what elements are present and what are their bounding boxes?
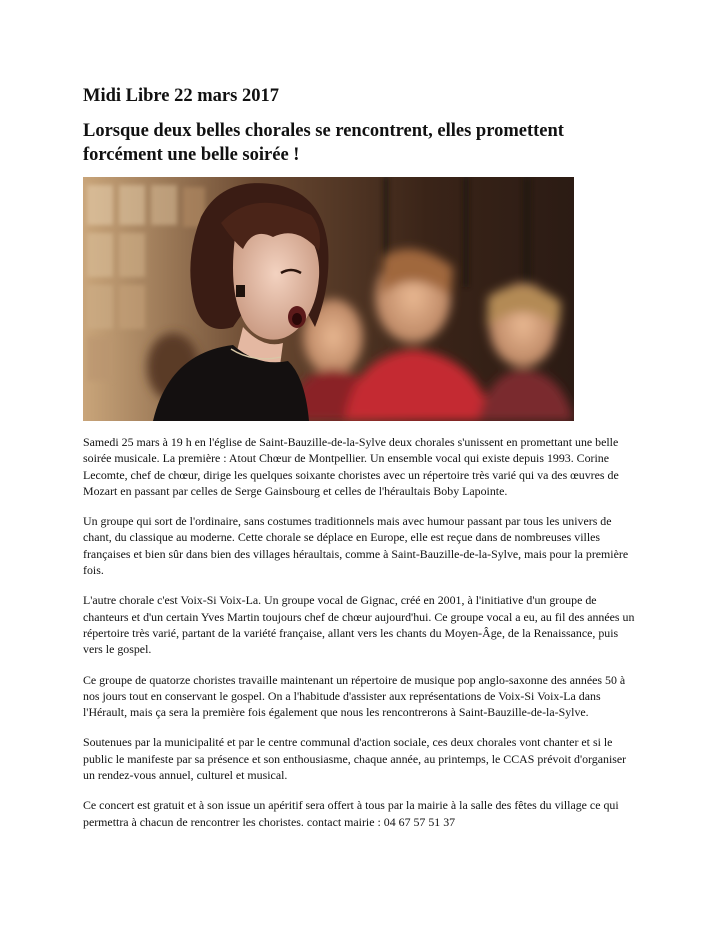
article-headline: Lorsque deux belles chorales se rencontrent, elles promettent forcément une belle soirée ! <box>83 121 564 165</box>
article-paragraph: Soutenues par la municipalité et par le centre communal d'action sociale, ces deux chorales vont chanter et si le public le manifeste par sa présence et son enthousiasme, chaque année, au printemps, le CCAS prévoit d'organiser un rendez-vous annuel, culturel et musical. <box>83 735 627 783</box>
article-source-date: Midi Libre 22 mars 2017 <box>83 86 279 106</box>
choir-singers-photo <box>83 177 574 421</box>
article-paragraph: Ce concert est gratuit et à son issue un apéritif sera offert à tous par la mairie à la salle des fêtes du village ce qui permettra à chacun de rencontrer les choristes. contact mairie : 04 67 57 51 37 <box>83 798 619 829</box>
article-body <box>83 434 635 844</box>
article-paragraph: Ce groupe de quatorze choristes travaille maintenant un répertoire de musique pop anglo-saxonne des années 50 à nos jours tout en conservant le gospel. On a l'habitude d'assister aux représentations de Voix-Si Voix-La dans l'Hérault, mais ça sera la première fois également que nous les rencontrerons à Saint-Bauzille-de-la-Sylve. <box>83 672 626 720</box>
article-paragraph: Un groupe qui sort de l'ordinaire, sans costumes traditionnels mais avec humour passant par tous les univers de chant, du classique au moderne. Cette chorale se déplace en Europe, elle est reçue dans de nombreuses villes françaises et bien sûr dans bien des villages héraultais, comme à Saint-Bauzille-de-la-Sylve, mais pour la première fois. <box>83 514 629 578</box>
article-paragraph: Samedi 25 mars à 19 h en l'église de Saint-Bauzille-de-la-Sylve deux chorales s'unissent en promettant une belle soirée musicale. La première : Atout Chœur de Montpellier. Un ensemble vocal qui existe depuis 1993. Corine Lecomte, chef de chœur, dirige les quelques soixante choristes avec un répertoire très varié qui va des œuvres de Mozart en passant par celles de Serge Gainsbourg et celles de l'héraultais Boby Lapointe. <box>83 435 619 498</box>
article-paragraph: L'autre chorale c'est Voix-Si Voix-La. Un groupe vocal de Gignac, créé en 2001, à l'initiative d'un groupe de chanteurs et d'un certain Yves Martin toujours chef de chœur aujourd'hui. Ce groupe vocal a eu, au fil des années un répertoire très varié, partant de la variété française, allant vers les chants du Moyen-Âge, de la Renaissance, puis vers le gospel. <box>83 593 635 657</box>
